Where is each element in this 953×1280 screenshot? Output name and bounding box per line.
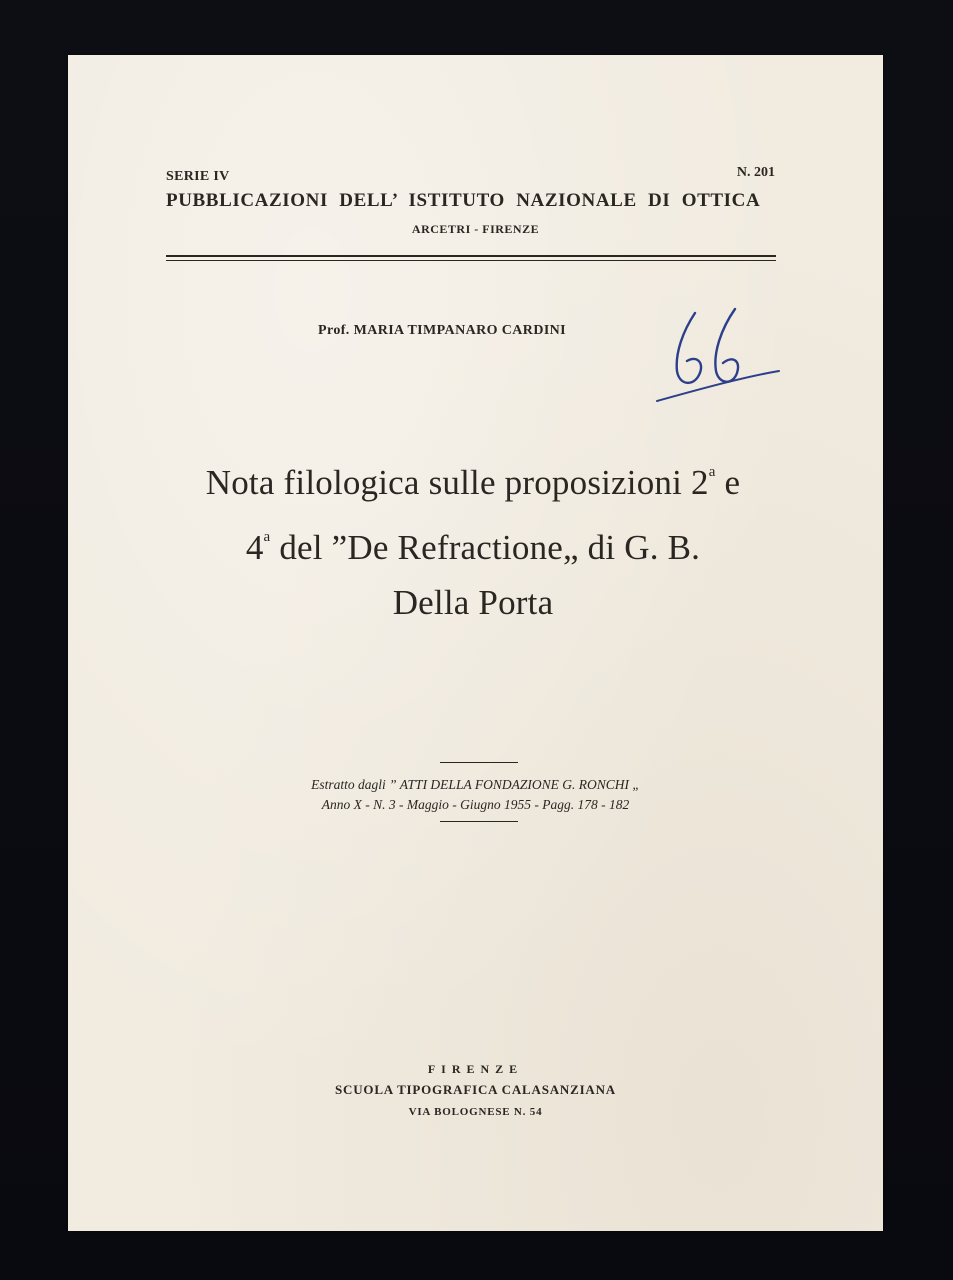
printer-imprint xyxy=(68,1059,883,1123)
extract-citation xyxy=(68,775,883,815)
header-rule-thin xyxy=(166,260,776,261)
handwritten-number-66 xyxy=(653,301,783,411)
publication-place xyxy=(68,222,883,237)
publication-place-text: ARCETRI - FIRENZE xyxy=(411,222,540,236)
handwritten-stroke-second-6 xyxy=(715,309,738,382)
series-label: SERIE IV xyxy=(166,169,230,184)
extract-line-1: Estratto dagli ” ATTI DELLA FONDAZIONE G. RONCHI „ xyxy=(311,777,640,792)
title-line-1: Nota filologica sulle proposizioni 2$^a$ e xyxy=(205,463,741,502)
extract-rule-top xyxy=(440,762,518,763)
extract-line-2: Anno X - N. 3 - Maggio - Giugno 1955 - Pagg. 178 - 182 xyxy=(321,797,630,812)
publication-number: N. 201 xyxy=(736,165,775,180)
handwritten-stroke-first-6 xyxy=(677,313,701,383)
extract-rule-bottom xyxy=(440,821,518,822)
header-rule-thick xyxy=(166,255,776,257)
publication-title: PUBBLICAZIONI DELL’ ISTITUTO NAZIONALE DI OTTICA xyxy=(166,190,761,211)
document-page xyxy=(68,55,883,1231)
printer-city: FIRENZE xyxy=(427,1062,524,1076)
printer-name: SCUOLA TIPOGRAFICA CALASANZIANA xyxy=(335,1082,616,1097)
title-line-2: 4$^a$ del ”De Refractione„ di G. B. xyxy=(245,528,701,567)
printer-address: VIA BOLOGNESE N. 54 xyxy=(408,1106,543,1118)
author-name: Prof. MARIA TIMPANARO CARDINI xyxy=(318,323,567,338)
title-line-3: Della Porta xyxy=(392,583,554,622)
document-title xyxy=(158,445,788,630)
